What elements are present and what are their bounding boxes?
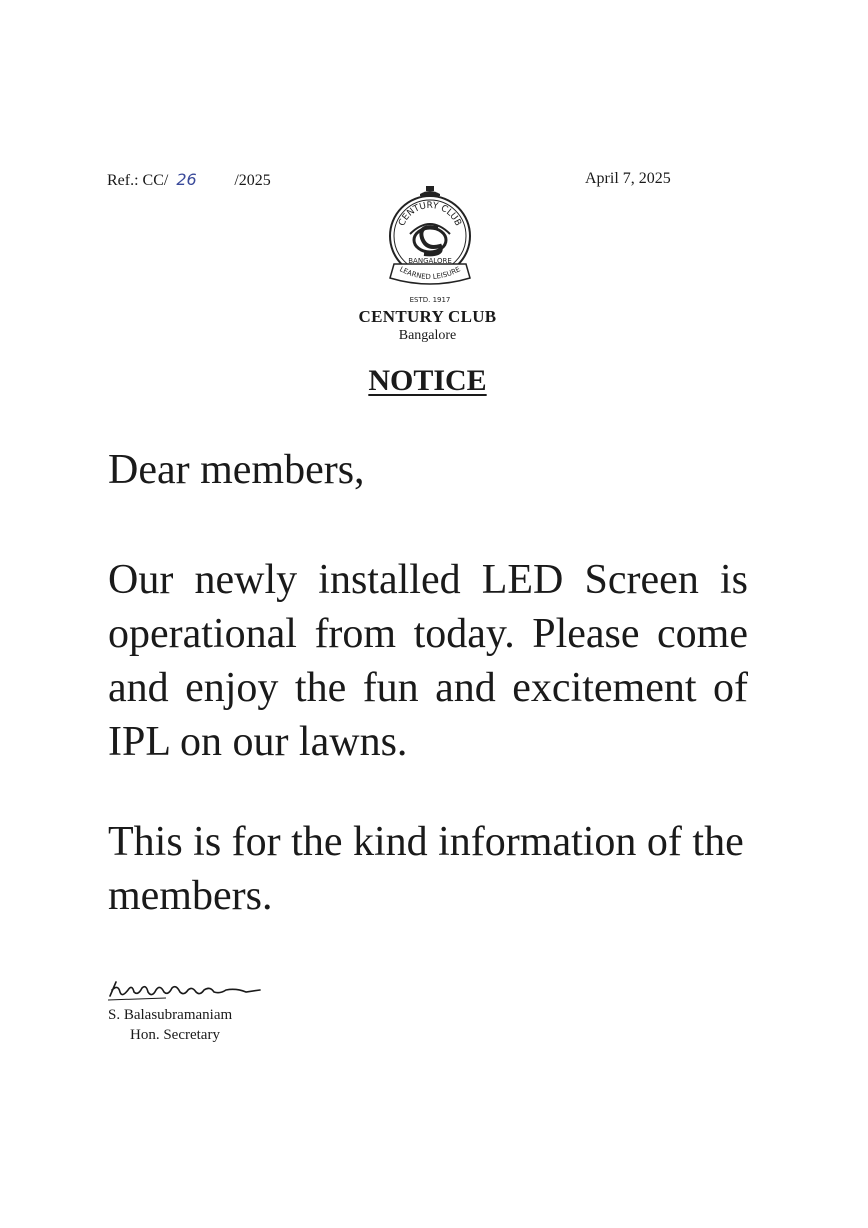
handwritten-ref-number: 26 [176, 170, 197, 189]
signatory-name: S. Balasubramaniam [108, 1007, 233, 1023]
salutation: Dear members, [108, 447, 365, 493]
notice-title: NOTICE [368, 364, 487, 397]
svg-text:LEARNED LEISURE: LEARNED LEISURE [398, 265, 462, 282]
club-name: CENTURY CLUB [358, 307, 497, 326]
reference-number [107, 170, 271, 190]
club-emblem-logo [380, 184, 480, 310]
handwritten-signature [106, 976, 262, 1004]
notice-date: April 7, 2025 [585, 170, 671, 187]
svg-text:CENTURY CLUB: CENTURY CLUB [397, 200, 463, 228]
signatory-title: Hon. Secretary [130, 1027, 220, 1043]
ref-prefix: Ref.: CC/ [107, 172, 169, 189]
svg-text:ESTD. 1917: ESTD. 1917 [409, 296, 451, 304]
svg-text:BANGALORE: BANGALORE [408, 257, 452, 265]
club-city: Bangalore [398, 328, 457, 343]
notice-paragraph-2: This is for the kind information of the members. [108, 819, 744, 919]
ref-suffix: /2025 [234, 172, 271, 189]
notice-paragraph-1: Our newly installed LED Screen is operational from today. Please come and enjoy the fun and excitement of IPL on our lawns. [108, 557, 748, 765]
